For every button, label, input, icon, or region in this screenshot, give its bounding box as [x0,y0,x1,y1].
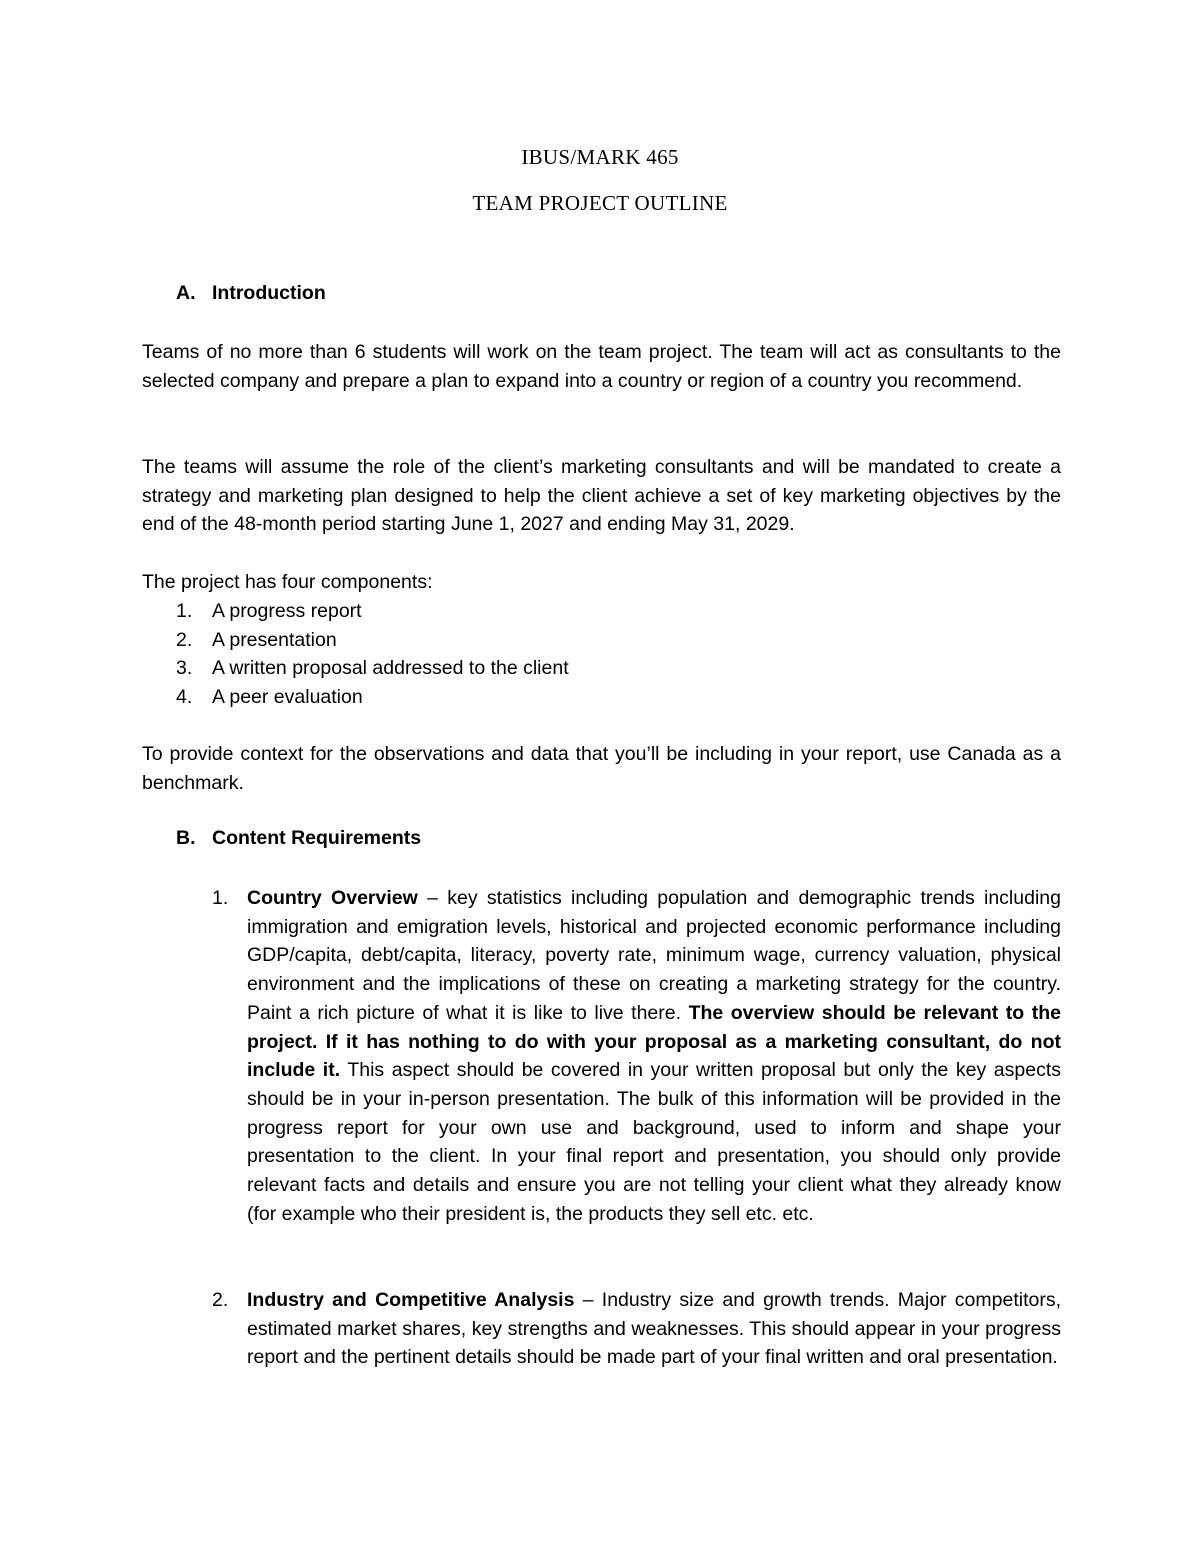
list-item-number: 3. [176,657,193,680]
section-a-title: Introduction [212,282,326,304]
components-intro: The project has four components: [142,571,433,593]
requirement-body [247,1286,1061,1372]
requirement-industry-analysis [212,1286,1061,1372]
section-b-heading [176,827,421,850]
list-item [142,683,1061,712]
requirement-title: Industry and Competitive Analysis [247,1289,575,1311]
intro-paragraph-1: Teams of no more than 6 students will work on the team project. The team will act as consultants to the selected company and prepare a plan to expand into a country or region of a country you recommend. [142,341,1061,392]
list-item-text: A peer evaluation [212,686,363,709]
section-b-title: Content Requirements [212,827,422,849]
requirement-number: 2. [212,1289,229,1311]
section-a-letter: A. [176,282,196,304]
components-list [142,597,1061,712]
list-item [142,597,1061,626]
list-item-text: A progress report [212,600,362,622]
section-b-letter: B. [176,827,196,849]
list-item-number: 2. [176,628,193,651]
course-code: IBUS/MARK 465 [521,145,679,169]
requirement-text-continued: This aspect should be covered in your written proposal but only the key aspects should be in your in-person presentation. The bulk of this information will be provided in the progress report for your own use and background, used to inform and shape your presentation to the client. In your final report and presentation, you should only provide relevant facts and details and ensure you are not telling your client what they already know (for example who their president is, the products they sell etc. etc. [247,1059,1061,1225]
requirement-text: Industry size and growth trends. Major competitors, estimated market shares, key strengths and weaknesses. This should appear in your progress report and the pertinent details should be made part of your final written and oral presentation. [247,1289,1061,1369]
requirement-number: 1. [212,887,229,909]
document-title: TEAM PROJECT OUTLINE [472,191,728,215]
list-item-text: A written proposal addressed to the client [212,657,569,680]
requirement-emphasis: The overview should be relevant to the project. If it has nothing to do with your proposal as a marketing consultant, do not include it. [247,1001,1061,1082]
requirement-text: key statistics including population and demographic trends including immigration and emigration levels, historical and projected economic performance including GDP/capita, debt/capita, literacy, poverty rate, minimum wage, currency valuation, physical environment and the implications of these on creating a marketing strategy for the country. Paint a rich picture of what it is like to live there. [247,887,1061,1024]
list-item-text: A presentation [212,628,337,651]
requirement-title: Country Overview [247,887,418,909]
section-a-heading [176,282,326,305]
list-item-number: 4. [176,686,193,709]
list-item [142,654,1061,683]
list-item [142,626,1061,655]
list-item-number: 1. [176,600,193,622]
requirement-dash: – [417,887,448,909]
requirement-body [247,884,1061,1228]
intro-paragraph-2: The teams will assume the role of the client’s marketing consultants and will be mandated to create a strategy and marketing plan designed to help the client achieve a set of key marketing objectives by the end of the 48-month period starting June 1, 2027 and ending May 31, 2029. [142,456,1061,536]
requirement-dash: – [574,1289,602,1311]
benchmark-paragraph: To provide context for the observations and data that you’ll be including in your report, use Canada as a benchmark. [142,743,1061,794]
requirement-country-overview [212,884,1061,1228]
